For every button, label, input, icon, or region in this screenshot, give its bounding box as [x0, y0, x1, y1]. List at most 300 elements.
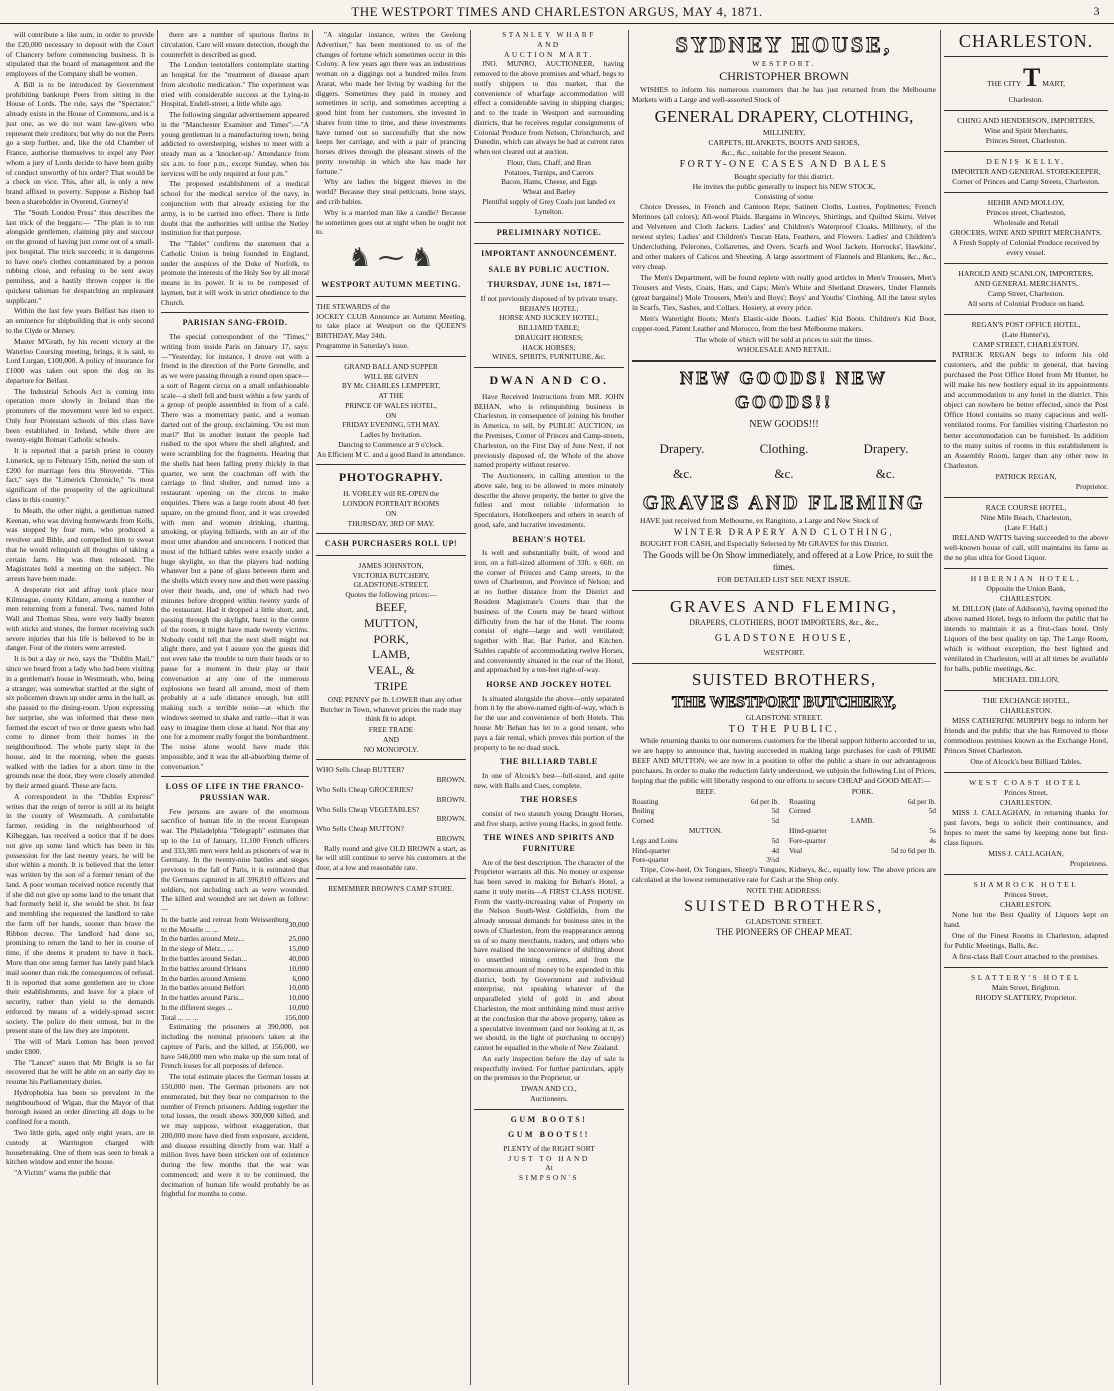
- brown-store: REMEMBER BROWN'S CAMP STORE.: [328, 883, 454, 893]
- molloy-line-3: Wholesale and Retail: [993, 218, 1059, 228]
- news-paragraph: there are a number of spurious florins in circulation. Care will ensure detection, though the counterfeit is described as good.: [161, 30, 309, 59]
- graves-fleming-title: GRAVES AND FLEMING: [642, 491, 926, 514]
- column-4: [474, 30, 624, 1385]
- graves-westport: WESTPORT.: [763, 648, 805, 658]
- jockey-club-ad: [316, 302, 466, 351]
- molloy-line-4: GROCERS, WINE AND SPIRIT MERCHANTS.: [949, 228, 1103, 238]
- jockey-line: JOCKEY CLUB Announce an Autumn Meeting, to take place at Westport on the QUEEN'S BIRTHDAY, May 24th.: [316, 311, 466, 341]
- horses-text: consist of two staunch young Draught Horses, and five sharp, active young Hacks, in good fettle.: [474, 808, 624, 828]
- etc-label: &c.: [774, 465, 794, 481]
- behan-text: Is well and substantially built, of wood and iron, on a full-sized allotment of 33ft. x 66ft. on the corner of Princes and Camp streets, in the town of Charleston, and Province of Nelson; and at no further distance from the District and Resident Magistrate's Courts than that the business of the Courts may be heard without difficulty from the bar of the Hotel. The rooms consist of eight—large and well ventilated; together with Bar, Bar Parlor, and Kitchen. Stables capable of accommodating twelve Horses, and conveniently situated in the rear of the Hotel, and approached by a ten-feet right-of-way.: [474, 548, 624, 675]
- produce-item: Potatoes, Turnips, and Carrots: [504, 167, 594, 177]
- westport-butchery: THE WESTPORT BUTCHERY,: [672, 693, 896, 711]
- news-paragraph: A Bill is to be introduced by Government prohibiting bankrupt Peers from sitting in the House of Lords. The rule, says the "Spectator," already exists in the House of Commons, and is a just one, as we do not want law-givers who represent their creditors; but why do not the Peers go a step further, and, like the old Chamber of France, authorise themselves to expel any Peer whom a jury of Lords decide to have been guilty of conduct unworthy of his order? That would be a check on vice. This, after all, is only a new brand affixed to poverty. Suppose a Bishop had been a shareholder in Overend, Gurney's!: [6, 79, 154, 207]
- meat-item: VEAL, &: [367, 663, 415, 678]
- who-question: Who Sells Cheap VEGETABLES?: [316, 804, 420, 814]
- ching-henderson: CHING AND HENDERSON, IMPORTERS,: [957, 116, 1095, 126]
- to-the-public: TO THE PUBLIC.: [728, 723, 840, 735]
- westcoast-line-2: Princes Street,: [1004, 787, 1048, 797]
- butcher-line: JAMES JOHNSTON,: [358, 560, 424, 570]
- munro-ad: JNO. MUNRO, AUCTIONEER, having removed to the above premises and wharf, begs to notify shippers to this market, that the convenience of wharfage accommodation will effect a considerable saving in shipping charges; and to the trade in Westport and surrounding districts, that he receives regular consignments of Colonial Produce from Nelson, Christchurch, and Dunedin, which can always be had at current rates when not cleared out at auction.: [474, 59, 624, 157]
- ball-line: ON: [385, 410, 397, 420]
- divider: [474, 367, 624, 368]
- sale-item: BEHAN'S HOTEL;: [519, 303, 579, 313]
- molloy-line-5: A Fresh Supply of Colonial Produce received by every vessel.: [952, 238, 1100, 258]
- pioneers: THE PIONEERS OF CHEAP MEAT.: [715, 927, 853, 938]
- general-drapery: GENERAL DRAPERY, CLOTHING,: [654, 106, 914, 126]
- news-paragraph: Two little girls, aged only eight years, are in custody at Warrington charged with housebreaking. One of them was seen to break a kitchen window and enter the house.: [6, 1127, 154, 1167]
- ball-line: An Efficient M C. and a good Band in attendance.: [316, 449, 466, 459]
- pork-prices: [789, 797, 936, 817]
- shamrock-line-2: Princes Street,: [1004, 890, 1048, 900]
- billiard-text: In one of Alcock's best—full-sized, and quite new, with Balls and Cues, complete.: [474, 770, 624, 790]
- mutton-prices: [632, 836, 779, 865]
- callaghan-signature: MISS J. CALLAGHAN,: [988, 849, 1064, 859]
- price-item: Roasting: [632, 796, 659, 806]
- regan-sub: (Late Hunter's),: [1002, 330, 1050, 340]
- battle-row: [161, 993, 309, 1003]
- price-item: Corned: [632, 816, 654, 826]
- etc-label: &c.: [673, 465, 693, 481]
- divider: [944, 151, 1108, 152]
- slattery-line-2: Main Street, Brighton.: [991, 983, 1061, 993]
- jockey-line: THE STEWARDS of the: [316, 301, 391, 311]
- meat-item: BEEF,: [375, 599, 407, 614]
- price-row: [789, 836, 936, 846]
- battle-count: 10,000: [288, 1002, 309, 1012]
- battle-row: [161, 964, 309, 974]
- dillon-signature: MICHAEL DILLON,: [992, 674, 1060, 684]
- page-number: 3: [1093, 4, 1100, 18]
- price-value: 4s: [929, 835, 936, 845]
- news-paragraph: A desperate riot and affray took place near Kilmeague, county Kildare, among a number of men returning from a funeral. Two, named John Wall and Thomas Shea, were very badly beaten with sticks and stones, the former receiving such severe injuries that his life is believed to be in danger. Four of the rioters were arrested.: [6, 584, 154, 653]
- tmart-location: Charleston.: [1008, 95, 1044, 105]
- column-rule: [940, 30, 941, 1385]
- divider: [944, 568, 1108, 569]
- exchange-hotel: THE EXCHANGE HOTEL,: [982, 695, 1070, 705]
- divider: [316, 878, 466, 879]
- inspection-text: An early inspection before the day of sale is respectfully invited. For further particulars, apply on the premises to the Proprietor, or: [474, 1053, 624, 1083]
- grand-ball-ad: [316, 362, 466, 460]
- simpson-name: SIMPSON'S: [519, 1173, 579, 1183]
- stanley-line: STANLEY WHARF: [502, 30, 596, 39]
- note-address: NOTE THE ADDRESS:: [746, 886, 822, 896]
- drapery-label: Drapery.: [659, 440, 705, 456]
- news-paragraph: Within the last few years Belfast has risen to an eminence for shipbuilding that is only second to the Clyde or Mersey.: [6, 306, 154, 335]
- callaghan-proprietress: Proprietress.: [1069, 859, 1108, 869]
- divider: [944, 314, 1108, 315]
- graves-fleming-2: GRAVES AND FLEMING,: [669, 596, 898, 616]
- loss-article-2: Estimating the prisoners at 390,000, not including the nominal prisoners taken at the capture of Paris, and the killed, at 156,000, we have 546,000 men who make up the sum total of French losses for all purposes of defence.: [161, 1022, 309, 1071]
- produce-item: Flour, Oats, Chaff, and Bran: [507, 157, 591, 167]
- meat-item: TRIPE: [374, 679, 408, 694]
- battle-count: 25,000: [288, 934, 309, 944]
- christopher-brown: CHRISTOPHER BROWN: [719, 69, 849, 84]
- battle-row: [161, 934, 309, 944]
- battle-name: In the siege of Metz... ...: [161, 944, 234, 954]
- carpets: CARPETS, BLANKETS, BOOTS AND SHOES,: [708, 138, 860, 148]
- battle-row: [161, 915, 309, 935]
- meat-item: MUTTON,: [363, 615, 419, 630]
- harold-line-2: AND GENERAL MERCHANTS,: [973, 279, 1079, 289]
- battle-count: 10,000: [288, 983, 309, 993]
- divider: [316, 555, 466, 556]
- at-label: At: [545, 1163, 553, 1173]
- battle-row: [161, 974, 309, 984]
- meat-item: PORK,: [373, 631, 409, 646]
- shamrock-line-5: One of the Finest Rooms in Charleston, adapted for Public Meetings, Balls, &c.: [944, 931, 1108, 951]
- masthead-title: THE WESTPORT TIMES AND CHARLESTON ARGUS, MAY 4, 1871.: [351, 3, 763, 19]
- public-text: While returning thanks to our numerous customers for the liberal support hitherto accorded to us, we are happy to announce that, having succeeded in making large purchases for cash of PRIME BEEF AND MUTTON, we are now in a position to offer the public a share in our advantageous purchases. In order to make the reduction fairly understood, we subjoin the following List of Prices, hoping that the public will liberally respond to our efforts to secure CHEAP and GOOD MEAT:—: [632, 735, 936, 785]
- divider: [474, 222, 624, 223]
- price-value: 3½d: [766, 855, 779, 865]
- column-6: [944, 30, 1108, 1385]
- divider: [944, 690, 1108, 691]
- drapery-label: Drapery.: [863, 440, 909, 456]
- news-paragraph: The "South London Press" thus describes the last trick of the beggars:— "The plan is to run alongside gentlemen, claiming pity and succour on the ground of having just come out of a small-pox hospital. The trick succeeds; it is dangerous to have one's clothes contaminated by a person rubbing close, and refusing to be sent away penniless, and a hastily thrown copper is the quickest talisman for despatching an unpleasant supplicant.": [6, 207, 154, 305]
- photo-line: H. VORLEY will RE-OPEN the: [343, 489, 439, 499]
- battle-count: 40,000: [288, 954, 309, 964]
- gladstone-house: GLADSTONE HOUSE,: [714, 632, 854, 644]
- regan-address: CAMP STREET, CHARLESTON.: [972, 340, 1080, 350]
- boots-list: Men's Watertight Boots; Men's Elastic-side Boots. Ladies' Kid Boots. Children's Kid Boot, copper-toed, Patent Leather and Morocco, from the best Melbourne makers.: [632, 313, 936, 333]
- drapers-line: DRAPERS, CLOTHIERS, BOOT IMPORTERS, &c., &c.,: [689, 618, 879, 628]
- billiard-heading: THE BILLIARD TABLE: [500, 757, 598, 767]
- divider: [944, 874, 1108, 875]
- photo-line: ON: [385, 508, 397, 518]
- price-row: [632, 816, 779, 826]
- news-paragraph: Hydrophobia has been so prevalent in the neighbourhood of Wigan, that the Mayor of that borough issued an order directing all dogs to be confined for a month.: [6, 1087, 154, 1127]
- murphy-text: MISS CATHERINE MURPHY begs to inform her friends and the public that she has Removed to those commodious premises known as the Exchange Hotel, Princes Street Charleston.: [944, 715, 1108, 755]
- sale-heading: SALE BY PUBLIC AUCTION.: [488, 264, 610, 274]
- just-to-hand: JUST TO HAND: [508, 1153, 590, 1163]
- free-trade-line: FREE TRADE: [368, 725, 414, 735]
- molloy-line-2: Princes street, Charleston,: [986, 208, 1066, 218]
- divider: [316, 356, 466, 357]
- news-paragraph: It is reported that a parish priest in county Limerick, up to February 15th, netted the sum of £200 for marriage fees this Shrovetide. "This fact," says the "Limerick Chronicle," "is most significant of the prosperity of the agricultural class in this country.": [6, 446, 154, 504]
- who-question: WHO Sells Cheap BUTTER?: [316, 765, 405, 775]
- divider: [944, 192, 1108, 193]
- column-rule: [470, 30, 471, 1385]
- col1-articles: [6, 30, 154, 1178]
- photo-line: THURSDAY, 3RD OF MAY.: [347, 518, 435, 528]
- shamrock-line-6: A first-class Ball Court attached to the premises.: [952, 952, 1100, 962]
- plenty-line: PLENTY of the RIGHT SORT: [503, 1143, 595, 1153]
- bought-specially: Bought specially for this district.: [734, 171, 834, 181]
- meat-right-col: [789, 787, 936, 865]
- price-value: 5d: [771, 806, 779, 816]
- divider: [316, 759, 466, 760]
- price-item: Corned: [789, 806, 811, 816]
- news-paragraph: The London teetotallers contemplate starting an hospital for the "treatment of disease apart from alcoholic medication." The experiment was tried with considerable success at the Lying-in Hospital, Endell-street, a little while ago.: [161, 60, 309, 109]
- meat-left-col: [632, 787, 779, 865]
- beef-heading: BEEF.: [695, 786, 716, 796]
- mens-dept: The Men's Department, will be found replete with really good articles in Men's Trousers, Men's Trousers and Vests, Coats, Hats, and Caps; Men's White and Shetland Drawers, Under Flannels (great bargains!) Mole Trousers, Men's and Boys'; Boys' and Youths' Clothing. All the latest styles in Scarfs, Ties, Sashes, and Collars. Hosiery, at every price.: [632, 272, 936, 312]
- drapery-label: Clothing.: [759, 440, 809, 456]
- exchange-line-2: CHARLESTON.: [1000, 705, 1052, 715]
- total-label: Total ... ... ...: [161, 1012, 199, 1022]
- horse-race-icon: ♞ ⁓ ♞: [348, 243, 434, 273]
- hibernian-line-3: CHARLESTON.: [1000, 593, 1052, 603]
- battle-name: In the battles around Belfort: [161, 983, 245, 993]
- west-coast-hotel: WEST COAST HOTEL: [969, 777, 1083, 787]
- column-1: [6, 30, 154, 1385]
- drapery-row: [632, 440, 936, 457]
- price-item: Hind-quarter: [789, 826, 828, 835]
- battle-count: 15,000: [288, 944, 309, 954]
- winter-drapery: WINTER DRAPERY AND CLOTHING,: [673, 527, 895, 538]
- hibernian-hotel: HIBERNIAN HOTEL,: [970, 573, 1082, 583]
- battle-name: In the battle and retreat from Weissenburg to the Moselle ... ...: [161, 914, 289, 934]
- behan-heading: BEHAN'S HOTEL: [512, 534, 586, 544]
- sydney-house-title: SYDNEY HOUSE,: [675, 32, 893, 57]
- ball-line: AT THE: [378, 391, 404, 401]
- news-paragraph: The proposed establishment of a medical school for the medical service of the navy, in conjunction with that already existing for the army, is to be carried into effect. There is little doubt that the authorities will utilise the Netley institution for that purpose.: [161, 179, 309, 238]
- pork-heading: PORK.: [851, 786, 874, 796]
- who-question: Who Sells Cheap MUTTON?: [316, 824, 404, 834]
- price-row: [632, 797, 779, 807]
- divider: [316, 464, 466, 465]
- important-announcement: IMPORTANT ANNOUNCEMENT.: [481, 249, 617, 259]
- new-goods-title: NEW GOODS! NEW GOODS!!: [680, 367, 888, 412]
- column-2: [161, 30, 309, 1385]
- masthead: [0, 0, 1114, 24]
- battle-name: In the battles around Paris...: [161, 993, 244, 1003]
- free-trade-ad: [316, 725, 466, 754]
- suisted-brothers-2: SUISTED BROTHERS,: [684, 898, 884, 916]
- battle-row: [161, 944, 309, 954]
- slattery-line-3: RHODY SLATTERY, Proprietor.: [975, 993, 1077, 1003]
- photo-line: LONDON PORTRAIT ROOMS: [342, 499, 440, 509]
- regan-proprietor: Proprietor.: [1075, 481, 1108, 491]
- photography-headline: PHOTOGRAPHY.: [338, 470, 444, 485]
- produce-item: Plentiful supply of Grey Coals just landed ex Lyttelton.: [482, 197, 616, 216]
- gladstone-street-2: GLADSTONE STREET.: [745, 917, 823, 927]
- sale-item: DRAUGHT HORSES;: [514, 332, 584, 342]
- ball-line: Dancing to Commence at 9 o'clock.: [338, 439, 444, 449]
- invites-public: He invites the public generally to inspect his NEW STOCK,: [692, 181, 876, 191]
- news-paragraph: A correspondent in the "Dublin Express" writes that the reign of terror is still at its height in the county of Westmeath. A comfortable farmer, residing in the neighbourhood of Kilbeggan, has received a notice that if he does not give up some land which has been in his possession for the last twenty years, he will be shot within a month. It is believed that the letter was written by the son of a former tenant of the land. A poor woman received notice recently that if she did not give up some land to the tenant that had formerly held it, she would be shot. In fear and trembling she requested the landlord to take the farm off her hands, sooner than brave the Ribbon decree. The landlord had done so, promising to return the land to her in course of time, if she deems it prudent to have it back. More than one smug farmer has lately paid black mail sooner than risk the consequences of refusal. It is reported that some gentlemen are to close their establishments, and leave for a place of security, rather than yield to the demands enforced by means of a widely-spread secret society. The police do their utmost, but in the present state of the law they are impotent.: [6, 791, 154, 1036]
- rally-text: Rally round and give OLD BROWN a start, as he will still continue to serve his customers at the door, at a low and reasonable rate.: [316, 843, 466, 873]
- battle-name: In the different sieges ...: [161, 1002, 233, 1012]
- forty-one-cases: FORTY-ONE CASES AND BALES: [679, 159, 889, 171]
- battle-count: 10,000: [288, 993, 309, 1003]
- price-row: [789, 797, 936, 807]
- column-rule: [312, 30, 313, 1385]
- regan-heading: REGAN'S POST OFFICE HOTEL,: [971, 320, 1081, 330]
- harold-line-3: Camp Street, Charleston.: [987, 289, 1065, 299]
- divider: [944, 110, 1108, 111]
- price-row: [789, 806, 936, 816]
- sydney-westport: WESTPORT.: [752, 59, 816, 69]
- news-paragraph: "A Victim" warns the public that: [14, 1168, 111, 1178]
- stock-list: Choice Dresses, in French and Cantoon Reps; Satinett Cloths, Lustres, Poplinettes; French Merinoes (all colors); All-wool Plaids. Bargains in Winceys, Shirtings, and Quilted Skirts. Velvet and Velveteen and Cloth Jackets. Ladies' and Children's Waterproof Cloaks. Millinery, of the newest styles; Ladies' and Children's Tuscan Hats, Feathers, and Flowers. Ladies' and Children's Underclothing. Pelerones, Collarettes, and Overs. Scarfs and Wool Jackets. Horrocks', Hawkins', and other makers of Calicos and Sheeting. A large assortment of Flannels and Blankets, &c., &c., very cheap.: [632, 201, 936, 271]
- ball-line: PRINCE OF WALES HOTEL,: [345, 400, 437, 410]
- shamrock-line-4: None but the Best Quality of Liquors kept on hand.: [944, 910, 1108, 930]
- horses-heading: THE HORSES: [520, 795, 578, 805]
- divider: [632, 663, 936, 664]
- loss-article-3: The total estimate places the German losses at 150,000 men. The German prisoners are not enumerated, but they bear no comparison to the number of French prisoners. Adding together the total losses, the result shows 300,000 killed, and we may suppose, without exaggeration, that 200,000 more have died from exposure, accident, and disease resulting directly from war. Half a million lives have been stricken out of existence during the few months that the war was commenced; and were it to be continued, the decimation of human life would probably be as frightful for months to come.: [161, 1072, 309, 1199]
- regan-signature: PATRICK REGAN,: [995, 471, 1057, 481]
- tripe-text: Tripe, Cow-heel, Ox Tongues, Sheep's Tongues, Kidneys, &c., equally low. The above prices are calculated at the lowest remunerative rate for Cash at the Shop only.: [632, 865, 936, 885]
- who-answer: BROWN.: [436, 814, 466, 824]
- news-paragraph: The will of Mark Lemon has been proved under £800.: [6, 1037, 154, 1056]
- race-line-2: Nine Mile Beach, Charleston,: [980, 512, 1072, 522]
- beef-prices: [632, 797, 779, 826]
- charleston-title: CHARLESTON.: [944, 30, 1108, 57]
- battle-name: In the battles around Amiens: [161, 973, 246, 983]
- lamb-heading: LAMB.: [850, 816, 875, 826]
- harold-scanlon: HAROLD AND SCANLON, IMPORTERS,: [958, 269, 1094, 279]
- butcher-line: VICTORIA BUTCHERY,: [352, 570, 430, 580]
- wholesale-retail: WHOLESALE AND RETAIL.: [736, 344, 832, 354]
- total-value: 156,000: [284, 1012, 309, 1022]
- battle-count: 30,000: [288, 919, 309, 929]
- penny-notice: ONE PENNY per lb. LOWER than any other Butcher in Town, whatever prices the trade may think fit to adopt.: [320, 694, 463, 724]
- divider: [474, 243, 624, 244]
- on-show: The Goods will be On Show immediately, and offered at a Low Price, to suit the times.: [643, 550, 933, 573]
- price-row: [632, 806, 779, 816]
- suisted-brothers: SUISTED BROTHERS,: [691, 670, 877, 690]
- produce-item: Bacon, Hams, Cheese, and Eggs: [501, 177, 597, 187]
- divider: [944, 772, 1108, 773]
- battle-count: 6,000: [292, 973, 309, 983]
- wines-heading: THE WINES AND SPIRITS AND FURNITURE: [483, 833, 615, 853]
- price-item: Fore-quarter: [632, 855, 669, 865]
- kelly-line-2: IMPORTER AND GENERAL STOREKEEPER,: [951, 167, 1101, 177]
- etc-row: [632, 465, 936, 482]
- who-question: Who Sells Cheap GROCERIES?: [316, 785, 414, 795]
- consisting: Consisting of some: [754, 191, 814, 201]
- shamrock-hotel: SHAMROCK HOTEL: [973, 880, 1079, 890]
- shamrock-line-3: CHARLESTON.: [1000, 900, 1052, 910]
- meat-prices: [632, 787, 936, 865]
- news-paragraph: will contribute a like sum, in order to provide the £20,000 necessary to deposit with the Court of Chancery before commencing business. It is stipulated that the board of management and the employees of the Company shall be women.: [6, 30, 154, 79]
- price-item: Roasting: [789, 796, 816, 806]
- graves-have: HAVE just received from Melbourne, ex Rangitoto, a Large and New Stock of: [640, 516, 879, 526]
- produce-item: Wheat and Barley: [522, 187, 576, 197]
- butcher-line: GLADSTONE-STREET,: [353, 580, 429, 590]
- sangfroid-article: The special correspondent of the "Times," writing from inside Paris on January 17, says:—"Yesterday, for instance, I drove out with a friend in the direction of the Porte Grenelle, and as we were passing through a round open space—a sort of Regent circus on a small unfashionable scale—a shell fell and burst within a few yards of a group of people assembled in front of a café. There was a momentary panic, and a woman darted out of the group, exclaiming, 'Ou est mon mari?' But in another instant the people had rushed to the spot where the shell alighted, and were scrambling for the fragments. Hearing that the shells had been falling pretty thickly in that quarter, we sent the coachman off with the carriage to find shelter, and turned into a restaurant opening on the circus to make enquiries. There was a large room about 40 feet square, on the ground floor, and it was crowded with men and women drinking, chatting, smoking, or playing billiards, with an air of the most utter abandon and unconcern. I noticed that most of the billiard tables were exactly under a huge skylight, so that the players had nothing whatever but a pane of glass between them and the shells which every now and then were passing over their heads, and, one of which had two minutes before dropped within twenty yards of the restaurant. Had it dropped a little short, and, passing through the skylight, burst in the centre of the room, it might have made twenty victims. Nobody could tell that the next shell might not alight there, and yet I assure you the guests did not even take the trouble to turn their heads or to pause for a moment in their play or their conversation at any one of the numerous explosions we heard all around, most of them probably at a safe distance enough, but still making such a terrible noise—at which the windows seemed to shake and rattle—that it was easy to imagine them close at hand. Not that any one for a moment really forgot the bombardment. The noise alone would have made this impossible, and it was the all-absorbing theme of conversation.": [161, 331, 309, 771]
- price-value: 5d: [771, 816, 779, 826]
- ball-line: BY Mr. CHARLES LEMPPERT,: [341, 381, 441, 391]
- preliminary-notice: PRELIMINARY NOTICE.: [496, 227, 602, 237]
- divider: [161, 312, 309, 313]
- battle-row: [161, 954, 309, 964]
- whole-sold: The whole of which will be sold at prices to suit the times.: [695, 334, 873, 344]
- kelly-line-3: Corner of Princes and Camp Streets, Charleston.: [952, 177, 1100, 187]
- johnston-butchery-ad: [316, 561, 466, 600]
- brown-wishes: WISHES to inform his numerous customers that he has just returned from the Melbourne Markets with a Large and well-assorted Stock of: [632, 84, 936, 104]
- news-paragraph: The Industrial Schools Act is coming into operation more slowly in Ireland than the promoters of the movement were led to expect. Only four Protestant schools of this class have been established in Ireland, while there are twenty-eight Roman Catholic schools.: [6, 386, 154, 445]
- loss-headline: LOSS OF LIFE IN THE FRANCO-PRUSSIAN WAR.: [165, 782, 305, 802]
- etc-label: &c.: [875, 465, 895, 481]
- sangfroid-headline: PARISIAN SANG-FROID.: [182, 318, 288, 328]
- ching-line-3: Princes Street, Charleston.: [985, 136, 1067, 146]
- dwan-heading: DWAN AND CO.: [489, 373, 609, 388]
- sale-item: HORSE AND JOCKEY HOTEL;: [499, 313, 599, 323]
- dwan-signature: DWAN AND CO.,: [521, 1084, 577, 1094]
- hehir-molloy: HEHIR AND MOLLOY,: [987, 198, 1065, 208]
- bought-cash: BOUGHT FOR CASH, and Especially Selected by Mr GRAVES for this District.: [640, 539, 889, 549]
- free-trade-line: AND: [382, 734, 399, 744]
- ball-line: Ladies by Invitation.: [360, 430, 422, 440]
- news-paragraph: The "Tablet" confirms the statement that a Catholic Union is being founded in England, under the auspices of the Duke of Norfolk, to promote the interests of the Holy See by all moral means in its power. It is to be composed of laymen, but it will work in strict obedience to the Church.: [161, 239, 309, 307]
- sale-items: [474, 304, 624, 363]
- sale-item: HACK HORSES;: [522, 342, 576, 352]
- divider: [632, 590, 936, 591]
- stanley-line: AUCTION MART.: [504, 49, 594, 59]
- hibernian-line-2: Opposite the Union Bank,: [986, 583, 1066, 593]
- price-item: Fore-quarter: [789, 835, 826, 845]
- divider: [632, 360, 936, 362]
- news-paragraph: It is but a day or two, says the "Dublin Mail," since we heard from a lady who had been visiting in a gentleman's house in Westmeath, who, being a stranger, was somewhat startled at the sight of six policemen drawn up under arms in the hall, as she passed to the dining-room. Upon expressing her surprise, she was informed that these men formed the escort of two or three guests who had come to dinner from their homes in the neighbourhood. The whole party slept in the house, and in the morning, when the guests walked with the ladies for a short time in the grounds near the door, they were closely attended by their armed guard. These are facts.: [6, 654, 154, 791]
- millinery: MILLINERY,: [762, 128, 806, 138]
- joke-2: Why is a married man like a candle? Because he sometimes goes out at night when he ought not to.: [316, 207, 466, 237]
- race-course-hotel: RACE COURSE HOTEL,: [985, 502, 1067, 512]
- photography-ad: [316, 489, 466, 528]
- jockey-line: Programme in Saturday's issue.: [316, 341, 409, 350]
- dwan-ad-2: The Auctioneers, in calling attention to the above sale, beg to be allowed to more minutely describe the above property, the better to give the fullest and most reliable information to Speculators, Hotelkeepers and others in search of good, safe, and lucrative investments.: [474, 471, 624, 529]
- divider: [316, 296, 466, 297]
- sale-date: THURSDAY, JUNE 1st, 1871—: [487, 280, 611, 290]
- news-paragraph: The "Lancet" states that Mr Bright is so far recovered that he will be able on an early day to resume his Parliamentary duties.: [6, 1057, 154, 1087]
- who-answer: BROWN.: [436, 794, 466, 804]
- mutton-heading: MUTTON.: [688, 826, 723, 835]
- price-item: Legs and Loins: [632, 835, 678, 845]
- column-rule: [628, 30, 629, 1385]
- news-paragraph: In Meath, the other night, a gentleman named Keenan, who was driving homewards from Kells, was stopped by four men, who produced a revolver and Bible, and compelled him to swear that he would relinquish all thoughts of taking a certain farm. He was then released. The Magistrates held a meeting on the subject. No arrests have been made.: [6, 505, 154, 584]
- regan-text: PATRICK REGAN begs to inform his old customers, and the public in general, that having purchased the Post Office Hotel from Mr Hunter, he will make his new hostlery equal in its appointments and accommodation to any hotel in the district. This object can nowhere be better effected, since the Post Office Hotel contains so many capacious and well-ventilated rooms. For families visiting Charleston no better accommodation can be furnished. In addition to the many suites of rooms in this establishment is an Assembly Room, larger than any other now in Charleston.: [944, 350, 1108, 470]
- joke-1: Why are ladies the biggest thieves in the world? Because they steal petticoats, bone stays, and crib babies.: [316, 177, 466, 207]
- stanley-line: AND: [537, 39, 561, 49]
- column-5: [632, 30, 936, 1385]
- price-item: Hind-quarter: [632, 845, 671, 855]
- meeting-headline: WESTPORT AUTUMN MEETING.: [321, 280, 461, 290]
- meat-item: LAMB,: [372, 647, 410, 662]
- detailed-list: FOR DETAILED LIST SEE NEXT ISSUE.: [717, 574, 851, 584]
- dillon-text: M. DILLON (late of Addison's), having opened the above named Hotel, begs to inform the public that he intends to maintain it as a first-class hotel. Only Liquors of the best quality on tap. The Large Room, which is without exception, the best lighted and ventilated in Charleston, will at all times be available for balls, public meetings, &c.: [944, 603, 1108, 673]
- ball-line: WILL BE GIVEN: [363, 371, 419, 381]
- battle-name: In the battles around Sedan...: [161, 954, 247, 964]
- gum-boots-heading: GUM BOOTS!: [510, 1114, 588, 1124]
- column-3: [316, 30, 466, 1385]
- divider: [944, 263, 1108, 264]
- battle-row: [161, 1003, 309, 1013]
- battles-total: [161, 1013, 309, 1023]
- gladstone-street: GLADSTONE STREET.: [745, 712, 823, 722]
- battle-row: [161, 983, 309, 993]
- watts-text: IRELAND WATTS having succeeded to the above well-known house of call, still maintains its fame as the ne plus ultra for Good Liquor.: [944, 532, 1108, 562]
- city-t-mart: THE CITY T MART,: [986, 62, 1066, 92]
- slattery-hotel: SLATTERY'S HOTEL: [971, 973, 1081, 983]
- price-item: Boiling: [632, 806, 655, 816]
- sale-item: BILLIARD TABLE;: [518, 323, 580, 333]
- horse-jockey-heading: HORSE AND JOCKEY HOTEL: [486, 680, 612, 690]
- sale-condition: If not previously disposed of by private treaty.: [480, 293, 618, 303]
- sale-item: WINES, SPIRITS, FURNITURE, &c.: [492, 352, 606, 362]
- divider: [944, 497, 1108, 498]
- col2-articles: [161, 30, 309, 307]
- produce-list: [474, 158, 624, 217]
- price-row: [632, 855, 779, 865]
- dwan-ad: Have Received Instructions from MR. JOHN BEHAN, who is relinquishing business in Charleston, in consequence of joining his brother in America, to sell, by PUBLIC AUCTION, on the Premises, Corner of Princes and Camp-streets, Charleston, on the First Day of June Next, if not previously disposed of, the Whole of the above named property without reserve.: [474, 391, 624, 470]
- price-value: 5d: [771, 835, 779, 845]
- brown-ad: [316, 765, 466, 843]
- race-line-3: (Late F. Hall.): [1004, 522, 1048, 532]
- stanley-wharf-heading: [474, 30, 624, 59]
- gum-boots-heading-2: GUM BOOTS!!: [508, 1130, 590, 1140]
